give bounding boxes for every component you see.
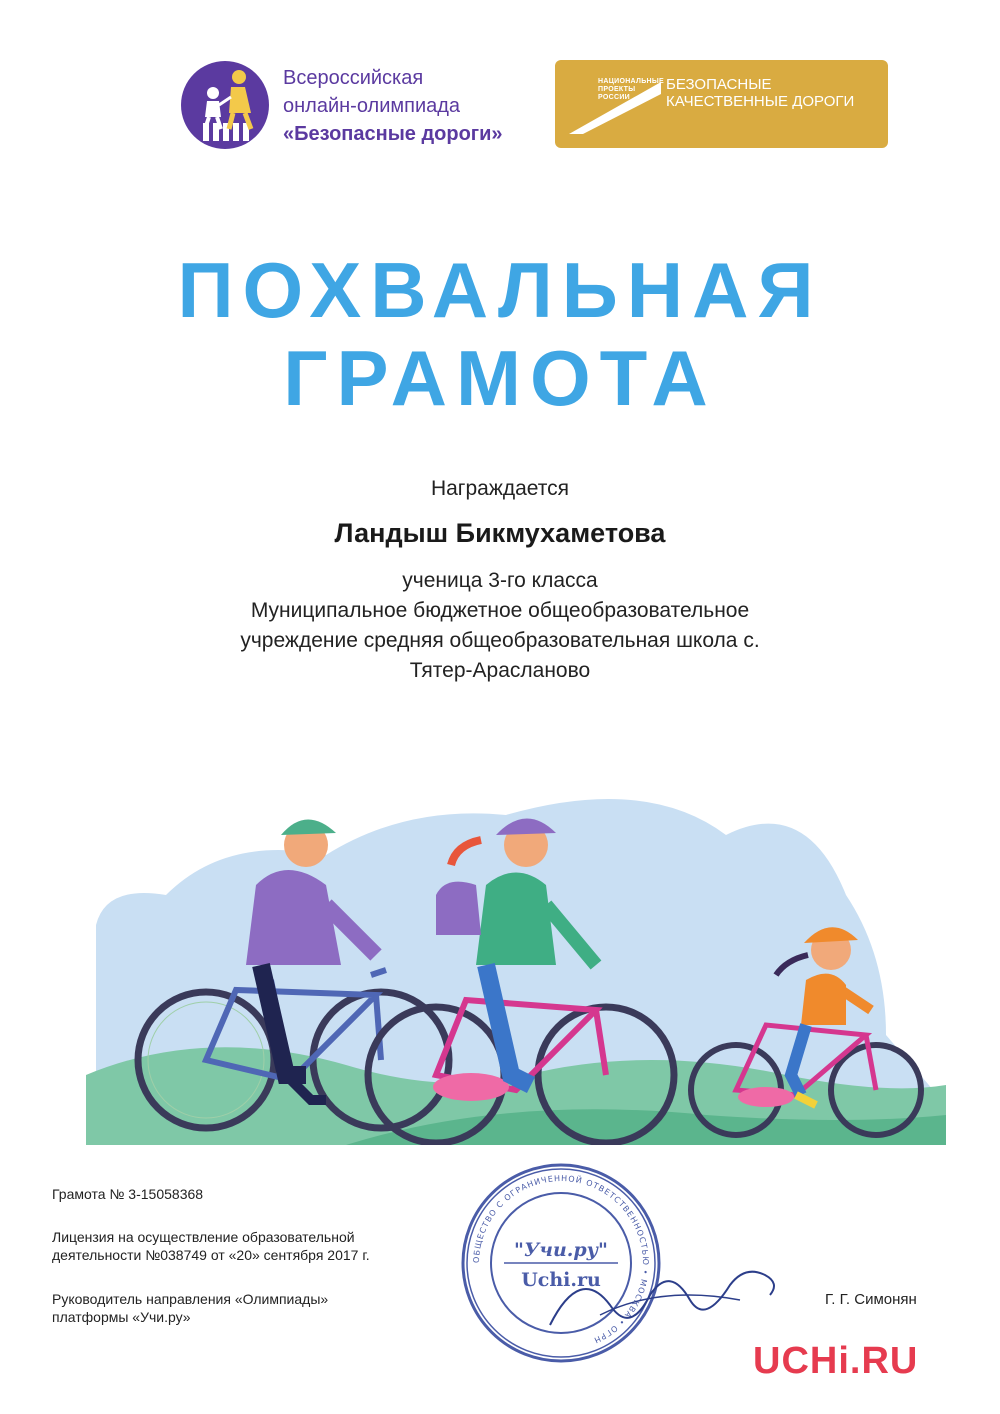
national-project-title <box>666 76 854 110</box>
recipient-details <box>0 566 1000 686</box>
certificate-title-line-2: ГРАМОТА <box>283 334 717 422</box>
head-role <box>52 1290 432 1326</box>
olympiad-logo-icon <box>181 61 269 149</box>
uchi-ru-logo: UCHi.RU <box>753 1340 919 1382</box>
recipient-grade: ученица 3-го класса <box>402 569 598 592</box>
olympiad-title <box>283 64 503 148</box>
family-cycling-illustration <box>86 775 946 1145</box>
olympiad-line-1: Всероссийская <box>283 67 424 89</box>
np-line-2: КАЧЕСТВЕННЫЕ ДОРОГИ <box>666 93 855 110</box>
handwritten-signature <box>540 1255 790 1345</box>
license-line-1: Лицензия на осуществление образовательной <box>52 1229 355 1245</box>
np-mini-line-1: НАЦИОНАЛЬНЫЕ <box>598 78 665 85</box>
certificate-title-line-1: ПОХВАЛЬНАЯ <box>177 246 823 334</box>
school-line-2: учреждение средняя общеобразовательная школа с. <box>240 629 760 652</box>
head-role-line-2: платформы «Учи.ру» <box>52 1309 191 1325</box>
np-mini-line-3: РОССИИ <box>598 94 630 101</box>
np-line-1: БЕЗОПАСНЫЕ <box>666 76 772 93</box>
head-role-line-1: Руководитель направления «Олимпиады» <box>52 1291 329 1307</box>
olympiad-line-2: онлайн-олимпиада <box>283 95 461 117</box>
olympiad-line-3: «Безопасные дороги» <box>283 123 503 145</box>
national-project-mini-label <box>598 78 664 102</box>
license-line-2: деятельности №038749 от «20» сентября 2017 г. <box>52 1247 370 1263</box>
school-line-3: Тятер-Арасланово <box>409 659 591 682</box>
np-mini-line-2: ПРОЕКТЫ <box>598 86 636 93</box>
stamp-center-line-2: Uchi.ru <box>521 1269 601 1291</box>
stamp-ring-text: ОБЩЕСТВО С ОГРАНИЧЕННОЙ ОТВЕТСТВЕННОСТЬЮ • МОСКВА • ОГРН <box>471 1173 651 1346</box>
awarded-label: Награждается <box>430 477 570 500</box>
license-text <box>52 1228 432 1264</box>
recipient-name: Ландыш Бикмухаметова <box>334 518 666 548</box>
stamp-center-line-1: "Учи.ру" <box>514 1239 608 1261</box>
school-line-1: Муниципальное бюджетное общеобразовательное <box>250 599 750 622</box>
certificate-number: Грамота № 3-15058368 <box>52 1186 204 1202</box>
signer-name: Г. Г. Симонян <box>825 1291 917 1308</box>
